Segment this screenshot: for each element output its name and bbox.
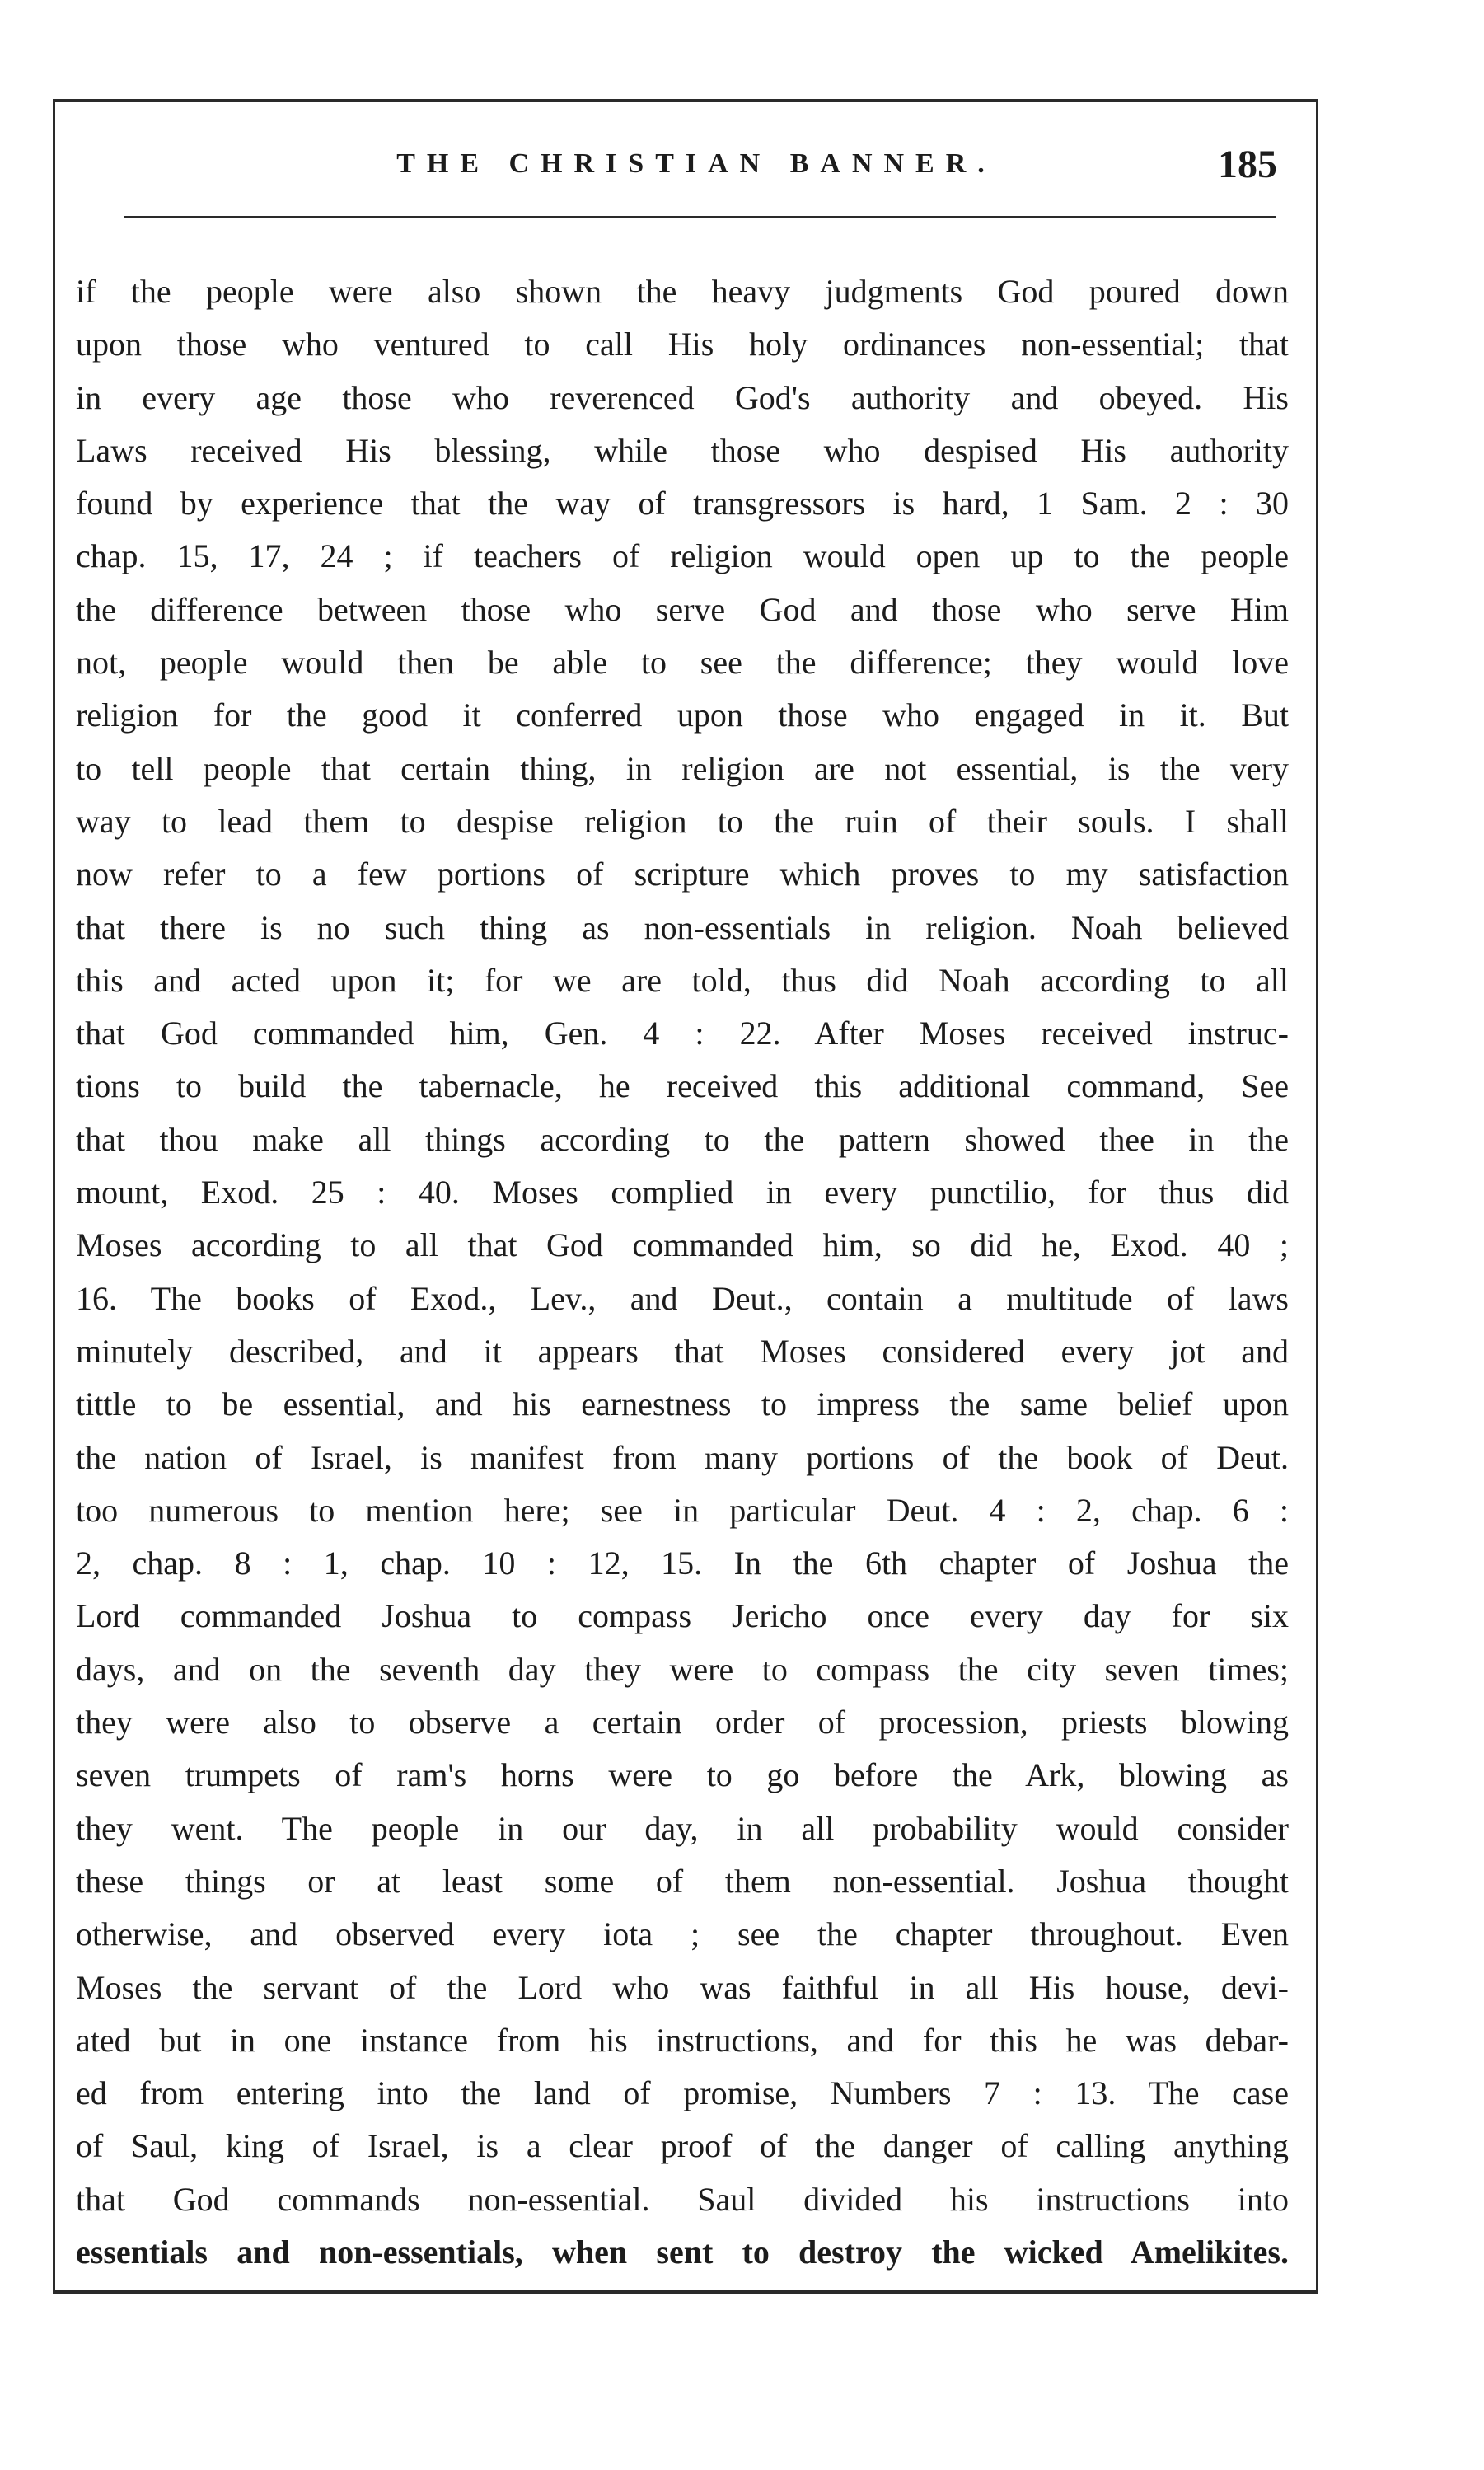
text-line: upon those who ventured to call His holy ordinances non-essential; that (76, 326, 1289, 363)
text-line: Moses according to all that God commanded him, so did he, Exod. 40 ; (76, 1226, 1289, 1264)
text-line: of Saul, king of Israel, is a clear proof of the danger of calling anything (76, 2127, 1289, 2165)
text-line: Laws received His blessing, while those who despised His authority (76, 431, 1289, 469)
header-rule (124, 216, 1276, 218)
text-line: in every age those who reverenced God's authority and obeyed. His (76, 378, 1289, 416)
text-line: essentials and non-essentials, when sent to destroy the wicked Amelikites. (76, 2233, 1289, 2271)
text-line: Lord commanded Joshua to compass Jericho once every day for six (76, 1597, 1289, 1635)
text-line: Moses the servant of the Lord who was faithful in all His house, devi- (76, 1968, 1289, 2006)
text-line: tions to build the tabernacle, he received this additional command, See (76, 1067, 1289, 1105)
text-line: religion for the good it conferred upon those who engaged in it. But (76, 696, 1289, 734)
text-line: not, people would then be able to see the difference; they would love (76, 644, 1289, 682)
text-line: that God commanded him, Gen. 4 : 22. After Moses received instruc- (76, 1015, 1289, 1052)
text-line: way to lead them to despise religion to the ruin of their souls. I shall (76, 802, 1289, 840)
text-line: tittle to be essential, and his earnestness to impress the same belief upon (76, 1385, 1289, 1423)
text-line: that thou make all things according to the pattern showed thee in the (76, 1120, 1289, 1158)
text-line: days, and on the seventh day they were to compass the city seven times; (76, 1650, 1289, 1688)
text-line: the difference between those who serve God and those who serve Him (76, 590, 1289, 628)
body-text (76, 265, 1289, 2279)
text-line: ed from entering into the land of promise, Numbers 7 : 13. The case (76, 2074, 1289, 2112)
running-title: THE CHRISTIAN BANNER. (396, 148, 996, 179)
text-line: that God commands non-essential. Saul divided his instructions into (76, 2180, 1289, 2218)
text-line: seven trumpets of ram's horns were to go before the Ark, blowing as (76, 1756, 1289, 1794)
text-line: to tell people that certain thing, in religion are not essential, is the very (76, 749, 1289, 787)
page-number: 185 (1218, 143, 1277, 186)
text-line: minutely described, and it appears that Moses considered every jot and (76, 1332, 1289, 1370)
text-line: found by experience that the way of transgressors is hard, 1 Sam. 2 : 30 (76, 485, 1289, 523)
text-line: ated but in one instance from his instructions, and for this he was debar- (76, 2021, 1289, 2059)
text-line: they went. The people in our day, in all probability would consider (76, 1809, 1289, 1847)
text-line: too numerous to mention here; see in particular Deut. 4 : 2, chap. 6 : (76, 1491, 1289, 1529)
running-head (107, 140, 1285, 198)
text-line: now refer to a few portions of scripture which proves to my satisfaction (76, 855, 1289, 893)
text-line: chap. 15, 17, 24 ; if teachers of religion would open up to the people (76, 537, 1289, 575)
text-line: otherwise, and observed every iota ; see the chapter throughout. Even (76, 1915, 1289, 1953)
text-line: the nation of Israel, is manifest from many portions of the book of Deut. (76, 1438, 1289, 1476)
text-line: that there is no such thing as non-essentials in religion. Noah believed (76, 908, 1289, 946)
text-line: this and acted upon it; for we are told, thus did Noah according to all (76, 961, 1289, 999)
text-line: 16. The books of Exod., Lev., and Deut., contain a multitude of laws (76, 1279, 1289, 1317)
text-line: they were also to observe a certain order of procession, priests blowing (76, 1704, 1289, 1741)
text-line: 2, chap. 8 : 1, chap. 10 : 12, 15. In the 6th chapter of Joshua the (76, 1544, 1289, 1582)
text-line: if the people were also shown the heavy judgments God poured down (76, 273, 1289, 310)
text-line: mount, Exod. 25 : 40. Moses complied in every punctilio, for thus did (76, 1174, 1289, 1212)
text-line: these things or at least some of them non-essential. Joshua thought (76, 1862, 1289, 1900)
